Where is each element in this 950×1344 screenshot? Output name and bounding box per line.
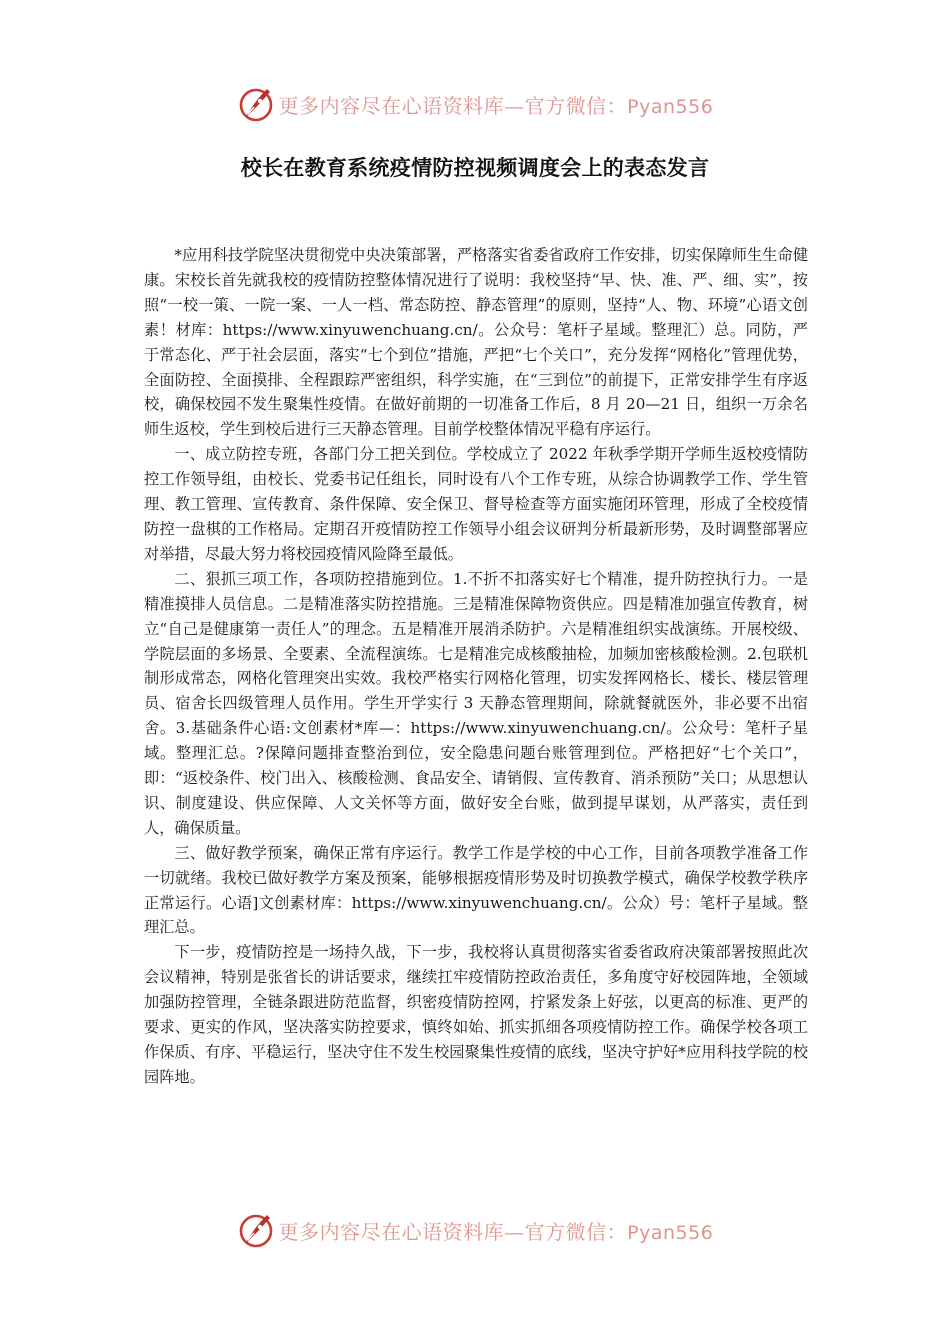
paragraph-intro: *应用科技学院坚决贯彻党中央决策部署，严格落实省委省政府工作安排，切实保障师生生命健康。宋校长首先就我校的疫情防控整体情况进行了说明：我校坚持“早、快、准、严、细、实”，按照“一校一策、一院一案、一人一档、常态防控、静态管理”的原则，坚持“人、物、环境”心语文创素！材库：https://www.xinyuwenchuang.cn/。公众号：笔杆子星域。整理汇）总。同防，严于常态化、严于社会层面，落实“七个到位”措施，严把“七个关口”，充分发挥“网格化”管理优势，全面防控、全面摸排、全程跟踪严密组织，科学实施，在“三到位”的前提下，正常安排学生有序返校，确保校园不发生聚集性疫情。在做好前期的一切准备工作后，8 月 20—21 日，组织一万余名师生返校，学生到校后进行三天静态管理。目前学校整体情况平稳有序运行。 xyxy=(144,246,808,439)
pen-nib-logo-icon xyxy=(237,1210,277,1250)
header-banner xyxy=(0,82,950,126)
pen-nib-logo-icon xyxy=(237,84,277,124)
paragraph-next-steps: 下一步，疫情防控是一场持久战，下一步，我校将认真贯彻落实省委省政府决策部署按照此次会议精神，特别是张省长的讲话要求，继续扛牢疫情防控政治责任，多角度守好校园阵地，全领域加强防控管理，全链条跟进防范监督，织密疫情防控网，拧紧发条上好弦，以更高的标准、更严的要求、更实的作风，坚决落实防控要求，慎终如始、抓实抓细各项疫情防控工作。确保学校各项工作保质、有序、平稳运行，坚决守住不发生校园聚集性疫情的底线，坚决守护好*应用科技学院的校园阵地。 xyxy=(144,943,808,1086)
document-body xyxy=(144,243,808,1090)
paragraph-section-2: 二、狠抓三项工作，各项防控措施到位。1.不折不扣落实好七个精准，提升防控执行力。一是精准摸排人员信息。二是精准落实防控措施。三是精准保障物资供应。四是精准加强宣传教育，树立“自己是健康第一责任人”的理念。五是精准开展消杀防护。六是精准组织实战演练。开展校级、学院层面的多场景、全要素、全流程演练。七是精准完成核酸抽检，加频加密核酸检测。2.包联机制形成常态，网格化管理突出实效。我校严格实行网格化管理，切实发挥网格长、楼长、楼层管理员、宿舍长四级管理人员作用。学生开学实行 3 天静态管理期间，除就餐就医外，非必要不出宿舍。3.基础条件心语:文创素材*库—：https://www.xinyuwenchuang.cn/。公众号：笔杆子星域。整理汇总。?保障问题排查整治到位，安全隐患问题台账管理到位。严格把好“七个关口”，即：“返校条件、校门出入、核酸检测、食品安全、请销假、宣传教育、消杀预防”关口；从思想认识、制度建设、供应保障、人文关怀等方面，做好安全台账，做到提早谋划，从严落实，责任到人，确保质量。 xyxy=(144,569,808,837)
paragraph-section-3: 三、做好教学预案，确保正常有序运行。教学工作是学校的中心工作，目前各项教学准备工作一切就绪。我校已做好教学方案及预案，能够根据疫情形势及时切换教学模式，确保学校教学秩序正常运行。心语]文创素材库：https://www.xinyuwenchuang.cn/。公众）号：笔杆子星域。整理汇总。 xyxy=(144,843,808,937)
banner-text xyxy=(279,1216,714,1245)
footer-banner xyxy=(0,1208,950,1252)
paragraph-section-1: 一、成立防控专班，各部门分工把关到位。学校成立了 2022 年秋季学期开学师生返校疫情防控工作领导组，由校长、党委书记任组长，同时设有八个工作专班，从综合协调教学工作、学生管理、教工管理、宣传教育、条件保障、安全保卫、督导检查等方面实施闭环管理，形成了全校疫情防控一盘棋的工作格局。定期召开疫情防控工作领导小组会议研判分析最新形势，及时调整部署应对举措，尽最大努力将校园疫情风险降至最低。 xyxy=(144,445,808,563)
banner-label: 更多内容尽在心语资料库—官方微信： xyxy=(278,93,628,118)
banner-text xyxy=(279,90,714,119)
document-title: 校长在教育系统疫情防控视频调度会上的表态发言 xyxy=(240,156,710,180)
banner-label: 更多内容尽在心语资料库—官方微信： xyxy=(278,1219,628,1244)
wechat-id: Pyan556 xyxy=(627,1221,714,1244)
wechat-id: Pyan556 xyxy=(627,95,714,118)
